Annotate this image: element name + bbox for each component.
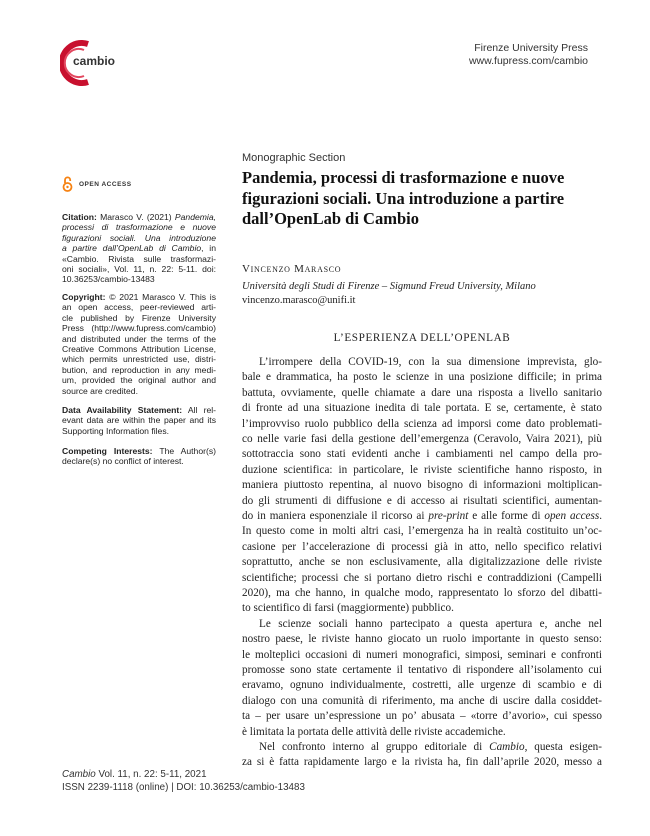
competing-line: Competing Interests: The Author(s) [62, 446, 216, 456]
body-line: promosse sono state certamente il tentativo di rispondere all’isolamento cui [242, 664, 602, 676]
body-line: maniera piuttosto repentina, al nuovo bisogno di informazioni moltiplican- [242, 479, 602, 492]
body-line: le molteplici occasioni di numeri monografici, simposi, seminari e confronti [242, 648, 602, 661]
footer-journal: Cambio [62, 769, 96, 780]
body-line: to scientifico di farsi (maggiormente) pubblico. [242, 602, 454, 615]
publisher-block [469, 42, 588, 68]
citation-line: Citation: Marasco V. (2021) Pandemia, [62, 212, 216, 222]
footer-journal-line [62, 769, 305, 782]
availability-line: Supporting Information files. [62, 425, 170, 436]
body-line: sottotraccia sono stati evidenti anche i cambiamenti nel campo della pro- [242, 448, 602, 461]
body-line: l’improvviso ruolo pubblico della scienza ad imporsi come dato problemati- [242, 417, 602, 430]
open-access-icon [62, 176, 73, 192]
copyright-line: source are credited. [62, 385, 138, 396]
body-line: do in maniera esponenziale il ricorso ai pre-print e alle forme di open access. [242, 510, 602, 522]
section-label: Monographic Section [242, 152, 346, 164]
copyright-line: Press (http://www.fupress.com/cambio) [62, 323, 216, 334]
body-line: è limitata la portata delle attività delle riviste accademiche. [242, 725, 506, 738]
availability-line: Data Availability Statement: All rel- [62, 405, 216, 415]
copyright-line: Copyright: © 2021 Marasco V. This is [62, 292, 216, 302]
body-line: Le scienze sociali hanno partecipato a questa apertura e, anche nel [259, 617, 602, 630]
author-affiliation [242, 280, 536, 308]
copyright-line: an open access, peer-reviewed arti- [62, 302, 216, 313]
citation-line: a partire dall’OpenLab di Cambio, in [62, 243, 216, 254]
body-line: Nel confronto interno al gruppo editoriale di Cambio, questa esigen- [259, 741, 602, 753]
body-line: L’irrompere della COVID-19, con la sua dimensione imprevista, glo- [259, 356, 602, 368]
body-line: duzione scientifica: in particolare, le riviste scientifiche hanno risposto, in [242, 463, 602, 476]
open-access-label: OPEN ACCESS [79, 180, 132, 188]
citation-line: figurazioni sociali. Una introduzione [62, 232, 216, 243]
copyright-line: cle published by Firenze University [62, 312, 216, 323]
body-line: scientifiche; processi che si portano dietro rischi e contraddizioni (Campelli [242, 571, 602, 584]
footer-volume: Vol. 11, n. 22: 5-11, 2021 [95, 769, 207, 780]
copyright-line: Creative Commons Attribution License, [62, 344, 216, 354]
citation-line: «Cambio. Rivista sulle trasformazi- [62, 253, 216, 264]
body-line: 2020), ma che hanno, in qualche modo, rappresentato lo sforzo del dibatti- [242, 587, 602, 599]
page-footer [62, 769, 305, 794]
citation-line: 10.36253/cambio-13483 [62, 274, 155, 285]
availability-line: evant data are within the paper and its [62, 415, 216, 426]
body-line: battuta, ovviamente, quelle chiamate a dare una risposta a livello sanitario [242, 386, 602, 399]
logo-text: cambio [73, 54, 116, 68]
publisher-url[interactable]: www.fupress.com/cambio [468, 55, 588, 67]
citation-line: processi di trasformazione e nuove [62, 222, 216, 233]
body-line: dialogo con una comunità di riferimento, ma anche di uscire dalla cosiddet- [242, 694, 602, 707]
body-line: eravamo, ognuno individualmente, costretti, alle urgenze di scambio e di [242, 679, 602, 692]
body-line: do gli strumenti di diffusione e di accesso ai risultati scientifici, aumentan- [242, 494, 602, 507]
body-line: soprattutto, anche se non esclusivamente, alla digitalizzazione delle riviste [242, 556, 602, 569]
author-name: Vincenzo Marasco [242, 263, 342, 275]
copyright-line: and distributed under the terms of the [62, 333, 216, 344]
footer-issn: ISSN 2239-1118 (online) | DOI: 10.36253/cambio-13483 [62, 781, 305, 793]
body-line: casione per l’accelerazione di processi già in atto, nello specifico relativi [242, 540, 602, 553]
body-line: In questo come in molti altri casi, l’emergenza ha in realtà costituito un’oc- [242, 525, 602, 538]
section-heading: L’ESPERIENZA DELL’OPENLAB [333, 332, 511, 344]
body-line: nostro paese, le riviste hanno giocato un ruolo importante in questo senso: [242, 633, 602, 646]
copyright-line: bution, and reproduction in any medi- [62, 364, 216, 375]
affiliation: Università degli Studi di Firenze – Sigmund Freud University, Milano [242, 281, 536, 292]
body-line: bale e drammatica, ha posto le scienze in una posizione difficile; in prima [242, 371, 602, 384]
citation-line: oni sociali», Vol. 11, n. 22: 5-11. doi: [62, 264, 216, 274]
author-email[interactable]: vincenzo.marasco@unifi.it [242, 295, 356, 306]
copyright-line: um, provided the original author and [62, 375, 216, 386]
article-title: Pandemia, processi di trasformazione e nuove figurazioni sociali. Una introduzione a partire dall’OpenLab di Cambio [242, 168, 565, 228]
competing-line: declare(s) no conflict of interest. [62, 456, 184, 467]
copyright-line: which permits unrestricted use, distri- [62, 354, 216, 365]
open-access-badge [62, 176, 132, 192]
body-line: ta – per usare un’espressione un po’ abusata – «torre d’avorio», cui spesso [242, 710, 602, 723]
body-line: di fronte ad una situazione inedita di tale portata. E se, certamente, è stato [242, 402, 602, 415]
publisher-name: Firenze University Press [474, 42, 588, 54]
body-line: co nelle varie fasi della gestione dell’emergenza (Ceravolo, Vaira 2021), più [242, 433, 602, 445]
body-line: za si è fatta rapidamente largo e la rivista ha, fin dall’aprile 2020, messo a [242, 756, 602, 769]
